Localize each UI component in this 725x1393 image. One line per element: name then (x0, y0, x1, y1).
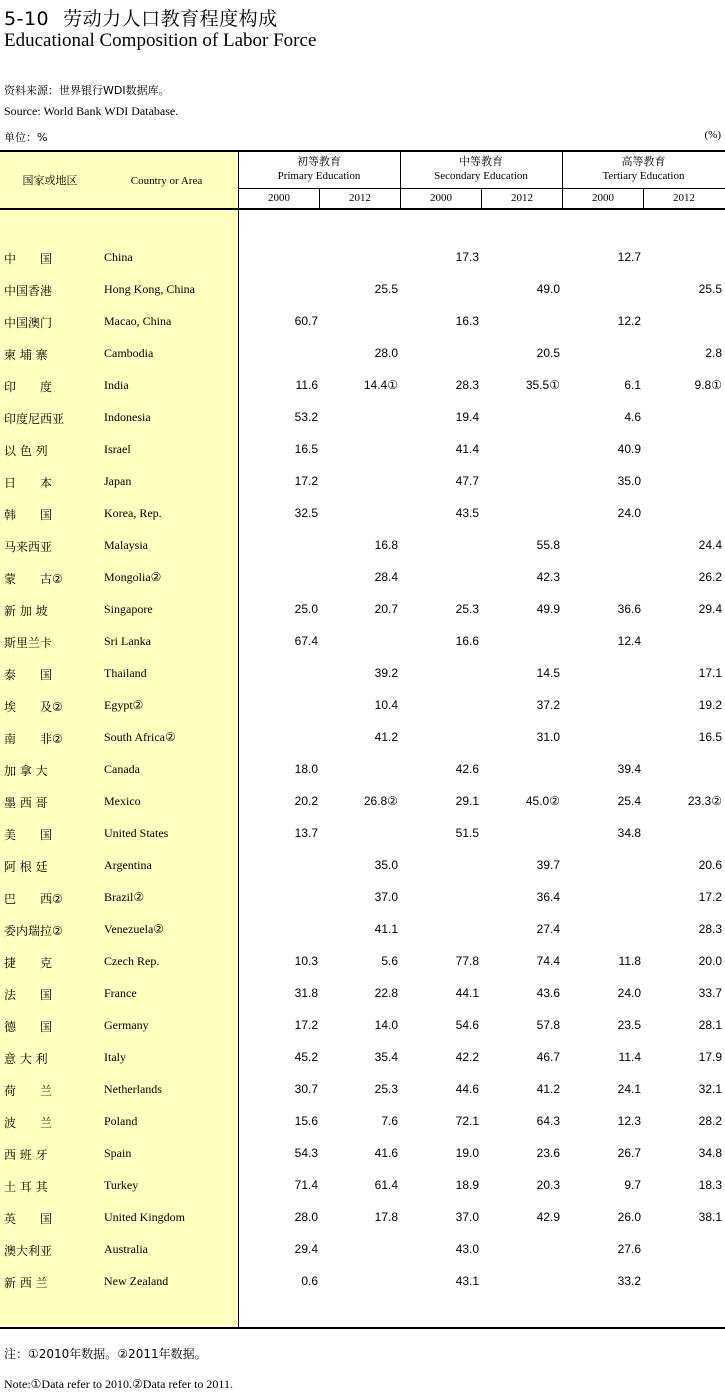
table-cell: 32.5 (294, 506, 318, 520)
country-name-en: China (104, 250, 133, 264)
country-name-zh: 泰 国 (4, 668, 53, 682)
country-name-zh: 中国香港 (4, 284, 53, 298)
table-cell: 17.2 (698, 890, 722, 904)
table-cell: 24.0 (617, 986, 641, 1000)
table-row (0, 826, 725, 858)
table-row (0, 538, 725, 570)
table-cell: 12.3 (617, 1114, 641, 1128)
country-name-zh: 马来西亚 (4, 540, 53, 554)
table-cell: 49.9 (536, 602, 560, 616)
header-year: 2012 (511, 192, 533, 204)
table-cell: 51.5 (455, 826, 479, 840)
country-name-zh: 美 国 (4, 828, 53, 842)
table-cell: 20.5 (536, 346, 560, 360)
table-cell: 35.5① (525, 378, 560, 392)
table-title-zh (4, 4, 292, 31)
table-cell: 7.6 (381, 1114, 398, 1128)
table-row (0, 634, 725, 666)
table-top-rule (0, 150, 725, 152)
country-name-zh: 印 度 (4, 380, 53, 394)
table-cell: 40.9 (617, 442, 641, 456)
table-cell: 20.0 (698, 954, 722, 968)
table-cell: 12.7 (617, 250, 641, 264)
table-cell: 54.3 (294, 1146, 318, 1160)
table-cell: 46.7 (536, 1050, 560, 1064)
table-cell: 26.0 (617, 1210, 641, 1224)
header-year: 2012 (349, 192, 371, 204)
header-primary-en: Primary Education (277, 170, 361, 182)
country-name-en: Egypt② (104, 698, 144, 712)
table-cell: 34.8 (698, 1146, 722, 1160)
table-cell: 16.8 (374, 538, 398, 552)
table-cell: 37.0 (455, 1210, 479, 1224)
country-name-zh: 蒙 古② (4, 572, 63, 586)
country-name-zh: 阿 根 廷 (4, 860, 48, 874)
title-zh-text: 劳动力人口教育程度构成 (63, 8, 278, 30)
country-name-zh: 荷 兰 (4, 1084, 53, 1098)
table-cell: 43.0 (455, 1242, 479, 1256)
country-name-en: Macao, China (104, 314, 172, 328)
table-cell: 26.2 (698, 570, 722, 584)
country-name-en: Mongolia② (104, 570, 162, 584)
table-cell: 49.0 (536, 282, 560, 296)
header-tertiary-zh: 高等教育 (621, 155, 666, 168)
table-cell: 42.3 (536, 570, 560, 584)
country-name-zh: 韩 国 (4, 508, 53, 522)
table-cell: 22.8 (374, 986, 398, 1000)
table-cell: 16.5 (294, 442, 318, 456)
table-cell: 64.3 (536, 1114, 560, 1128)
table-cell: 17.1 (698, 666, 722, 680)
country-name-zh: 新 西 兰 (4, 1276, 48, 1290)
table-cell: 33.2 (617, 1274, 641, 1288)
table-cell: 10.3 (294, 954, 318, 968)
header-year: 2000 (430, 192, 452, 204)
table-cell: 12.4 (617, 634, 641, 648)
table-cell: 12.2 (617, 314, 641, 328)
table-cell: 26.8② (363, 794, 398, 808)
table-row (0, 858, 725, 890)
table-cell: 35.4 (374, 1050, 398, 1064)
table-cell: 31.0 (536, 730, 560, 744)
table-cell: 41.1 (374, 922, 398, 936)
country-name-en: South Africa② (104, 730, 176, 744)
table-cell: 5.6 (381, 954, 398, 968)
table-row (0, 666, 725, 698)
table-cell: 23.5 (617, 1018, 641, 1032)
table-row (0, 442, 725, 474)
country-name-zh: 德 国 (4, 1020, 53, 1034)
table-cell: 24.4 (698, 538, 722, 552)
table-cell: 45.2 (294, 1050, 318, 1064)
table-row (0, 378, 725, 410)
table-cell: 57.8 (536, 1018, 560, 1032)
table-cell: 36.4 (536, 890, 560, 904)
country-name-zh: 新 加 坡 (4, 604, 48, 618)
country-name-en: Australia (104, 1242, 148, 1256)
note-en: Note:①Data refer to 2010.②Data refer to 2011. (4, 1377, 233, 1391)
table-row (0, 1082, 725, 1114)
table-cell: 77.8 (455, 954, 479, 968)
table-cell: 23.6 (536, 1146, 560, 1160)
table-cell: 43.5 (455, 506, 479, 520)
country-name-zh: 巴 西② (4, 892, 63, 906)
table-cell: 28.3 (455, 378, 479, 392)
country-name-en: Mexico (104, 794, 141, 808)
table-cell: 53.2 (294, 410, 318, 424)
header-divider (238, 188, 725, 189)
table-cell: 20.7 (374, 602, 398, 616)
table-cell: 9.8① (694, 378, 722, 392)
table-cell: 31.8 (294, 986, 318, 1000)
country-name-en: Poland (104, 1114, 138, 1128)
table-cell: 35.0 (617, 474, 641, 488)
country-name-en: France (104, 986, 137, 1000)
header-group-tertiary (562, 155, 725, 183)
table-cell: 33.7 (698, 986, 722, 1000)
table-row (0, 250, 725, 282)
country-name-zh: 英 国 (4, 1212, 53, 1226)
table-cell: 24.1 (617, 1082, 641, 1096)
header-secondary-zh: 中等教育 (459, 155, 503, 168)
table-cell: 17.9 (698, 1050, 722, 1064)
table-row (0, 346, 725, 378)
table-cell: 28.2 (698, 1114, 722, 1128)
country-name-en: Venezuela② (104, 922, 165, 936)
table-cell: 34.8 (617, 826, 641, 840)
table-cell: 14.4① (363, 378, 398, 392)
table-cell: 28.3 (698, 922, 722, 936)
table-cell: 43.1 (455, 1274, 479, 1288)
country-name-en: Argentina (104, 858, 152, 872)
country-name-en: Cambodia (104, 346, 154, 360)
table-cell: 61.4 (374, 1178, 398, 1192)
country-name-en: Brazil② (104, 890, 145, 904)
table-cell: 17.3 (455, 250, 479, 264)
country-name-zh: 土 耳 其 (4, 1180, 48, 1194)
table-cell: 27.4 (536, 922, 560, 936)
country-name-zh: 波 兰 (4, 1116, 53, 1130)
country-name-en: Singapore (104, 602, 153, 616)
table-row (0, 1178, 725, 1210)
header-tertiary-en: Tertiary Education (602, 170, 685, 182)
table-cell: 16.6 (455, 634, 479, 648)
unit-label-pct: (%) (704, 129, 721, 141)
table-cell: 39.7 (536, 858, 560, 872)
table-cell: 2.8 (705, 346, 722, 360)
table-cell: 42.9 (536, 1210, 560, 1224)
table-cell: 16.3 (455, 314, 479, 328)
table-cell: 17.2 (294, 474, 318, 488)
table-row (0, 698, 725, 730)
country-name-en: Japan (104, 474, 132, 488)
country-name-zh: 墨 西 哥 (4, 796, 48, 810)
table-cell: 9.7 (624, 1178, 641, 1192)
country-name-zh: 以 色 列 (4, 444, 48, 458)
table-cell: 30.7 (294, 1082, 318, 1096)
country-name-zh: 埃 及② (4, 700, 63, 714)
country-name-zh: 法 国 (4, 988, 53, 1002)
country-name-zh: 中国澳门 (4, 316, 53, 330)
table-cell: 23.3② (687, 794, 722, 808)
table-cell: 4.6 (624, 410, 641, 424)
table-cell: 41.6 (374, 1146, 398, 1160)
table-cell: 25.5 (698, 282, 722, 296)
table-cell: 37.2 (536, 698, 560, 712)
country-name-en: Hong Kong, China (104, 282, 195, 296)
table-row (0, 1050, 725, 1082)
table-cell: 44.1 (455, 986, 479, 1000)
country-name-en: United Kingdom (104, 1210, 185, 1224)
table-cell: 15.6 (294, 1114, 318, 1128)
table-cell: 39.2 (374, 666, 398, 680)
table-row (0, 1018, 725, 1050)
table-cell: 60.7 (294, 314, 318, 328)
table-cell: 24.0 (617, 506, 641, 520)
header-year: 2000 (268, 192, 290, 204)
table-cell: 25.0 (294, 602, 318, 616)
country-name-zh: 南 非② (4, 732, 63, 746)
country-name-zh: 委内瑞拉② (4, 924, 63, 938)
source-en: Source: World Bank WDI Database. (4, 104, 179, 118)
table-row (0, 506, 725, 538)
table-cell: 18.9 (455, 1178, 479, 1192)
table-cell: 25.5 (374, 282, 398, 296)
table-cell: 44.6 (455, 1082, 479, 1096)
table-row (0, 922, 725, 954)
header-group-primary (238, 155, 400, 183)
table-cell: 72.1 (455, 1114, 479, 1128)
country-name-en: Canada (104, 762, 140, 776)
country-name-zh: 意 大 利 (4, 1052, 48, 1066)
table-row (0, 1210, 725, 1242)
table-cell: 25.4 (617, 794, 641, 808)
table-cell: 28.0 (294, 1210, 318, 1224)
table-row (0, 730, 725, 762)
country-name-en: United States (104, 826, 169, 840)
table-cell: 42.2 (455, 1050, 479, 1064)
table-title-en: Educational Composition of Labor Force (4, 30, 317, 51)
table-cell: 19.0 (455, 1146, 479, 1160)
country-name-zh: 西 班 牙 (4, 1148, 48, 1162)
unit-label-zh: 单位：% (4, 131, 48, 144)
header-year: 2012 (673, 192, 695, 204)
table-row (0, 954, 725, 986)
table-cell: 42.6 (455, 762, 479, 776)
table-cell: 19.4 (455, 410, 479, 424)
country-name-zh: 斯里兰卡 (4, 636, 53, 650)
country-name-en: Malaysia (104, 538, 148, 552)
table-cell: 11.4 (618, 1050, 641, 1064)
table-cell: 10.4 (374, 698, 398, 712)
country-name-en: Indonesia (104, 410, 151, 424)
table-cell: 36.6 (617, 602, 641, 616)
country-name-zh: 柬 埔 寨 (4, 348, 48, 362)
country-name-zh: 加 拿 大 (4, 764, 48, 778)
table-cell: 47.7 (455, 474, 479, 488)
table-cell: 35.0 (374, 858, 398, 872)
table-row (0, 410, 725, 442)
country-name-zh: 日 本 (4, 476, 53, 490)
table-cell: 29.4 (698, 602, 722, 616)
table-cell: 14.5 (536, 666, 560, 680)
table-cell: 28.4 (374, 570, 398, 584)
table-cell: 6.1 (624, 378, 641, 392)
country-name-en: Sri Lanka (104, 634, 151, 648)
table-cell: 41.2 (536, 1082, 560, 1096)
table-row (0, 762, 725, 794)
country-name-en: Czech Rep. (104, 954, 160, 968)
note-zh: 注：①2010年数据。②2011年数据。 (4, 1347, 207, 1361)
table-cell: 38.1 (698, 1210, 722, 1224)
country-name-zh: 澳大利亚 (4, 1244, 53, 1258)
table-cell: 16.5 (698, 730, 722, 744)
table-cell: 14.0 (374, 1018, 398, 1032)
table-cell: 41.2 (374, 730, 398, 744)
table-cell: 54.6 (455, 1018, 479, 1032)
table-cell: 43.6 (536, 986, 560, 1000)
table-cell: 25.3 (374, 1082, 398, 1096)
table-cell: 37.0 (374, 890, 398, 904)
country-name-en: Korea, Rep. (104, 506, 162, 520)
table-cell: 17.8 (374, 1210, 398, 1224)
table-cell: 19.2 (698, 698, 722, 712)
table-cell: 20.6 (698, 858, 722, 872)
table-row (0, 474, 725, 506)
header-secondary-en: Secondary Education (434, 170, 528, 182)
country-name-en: Italy (104, 1050, 126, 1064)
header-country-en: Country or Area (130, 175, 203, 187)
table-cell: 25.3 (455, 602, 479, 616)
country-name-en: Germany (104, 1018, 149, 1032)
table-cell: 27.6 (617, 1242, 641, 1256)
table-cell: 41.4 (455, 442, 479, 456)
table-cell: 39.4 (617, 762, 641, 776)
table-cell: 29.1 (455, 794, 479, 808)
table-row (0, 1114, 725, 1146)
header-primary-zh: 初等教育 (297, 155, 341, 168)
table-cell: 26.7 (617, 1146, 641, 1160)
table-number: 5-10 (4, 8, 50, 30)
country-name-en: Turkey (104, 1178, 139, 1192)
country-name-zh: 中 国 (4, 252, 53, 266)
table-cell: 20.3 (536, 1178, 560, 1192)
table-cell: 20.2 (294, 794, 318, 808)
table-cell: 28.0 (374, 346, 398, 360)
table-cell: 71.4 (294, 1178, 318, 1192)
header-country-zh: 国家或地区 (22, 174, 78, 187)
table-row (0, 602, 725, 634)
table-cell: 67.4 (294, 634, 318, 648)
table-cell: 17.2 (294, 1018, 318, 1032)
table-cell: 11.6 (295, 378, 318, 392)
table-cell: 29.4 (294, 1242, 318, 1256)
table-row (0, 282, 725, 314)
table-header-rule (0, 208, 725, 210)
country-name-en: New Zealand (104, 1274, 169, 1288)
table-cell: 0.6 (301, 1274, 318, 1288)
table-cell: 28.1 (698, 1018, 722, 1032)
table-row (0, 314, 725, 346)
country-name-en: Spain (104, 1146, 132, 1160)
table-cell: 32.1 (698, 1082, 722, 1096)
country-name-zh: 印度尼西亚 (4, 412, 65, 426)
header-group-secondary (400, 155, 562, 183)
country-name-en: Thailand (104, 666, 147, 680)
table-cell: 74.4 (536, 954, 560, 968)
table-row (0, 1146, 725, 1178)
country-name-en: Israel (104, 442, 131, 456)
table-bottom-rule (0, 1327, 725, 1329)
header-year: 2000 (592, 192, 614, 204)
country-name-en: India (104, 378, 129, 392)
table-cell: 13.7 (294, 826, 318, 840)
table-cell: 18.3 (698, 1178, 722, 1192)
country-name-zh: 捷 克 (4, 956, 53, 970)
table-row (0, 890, 725, 922)
table-cell: 45.0② (525, 794, 560, 808)
source-zh: 资料来源：世界银行WDI数据库。 (4, 84, 170, 97)
table-cell: 11.8 (618, 954, 641, 968)
table-row (0, 794, 725, 826)
table-row (0, 986, 725, 1018)
table-row (0, 1242, 725, 1274)
country-name-en: Netherlands (104, 1082, 162, 1096)
table-cell: 55.8 (536, 538, 560, 552)
table-row (0, 1274, 725, 1306)
table-cell: 18.0 (294, 762, 318, 776)
table-row (0, 570, 725, 602)
